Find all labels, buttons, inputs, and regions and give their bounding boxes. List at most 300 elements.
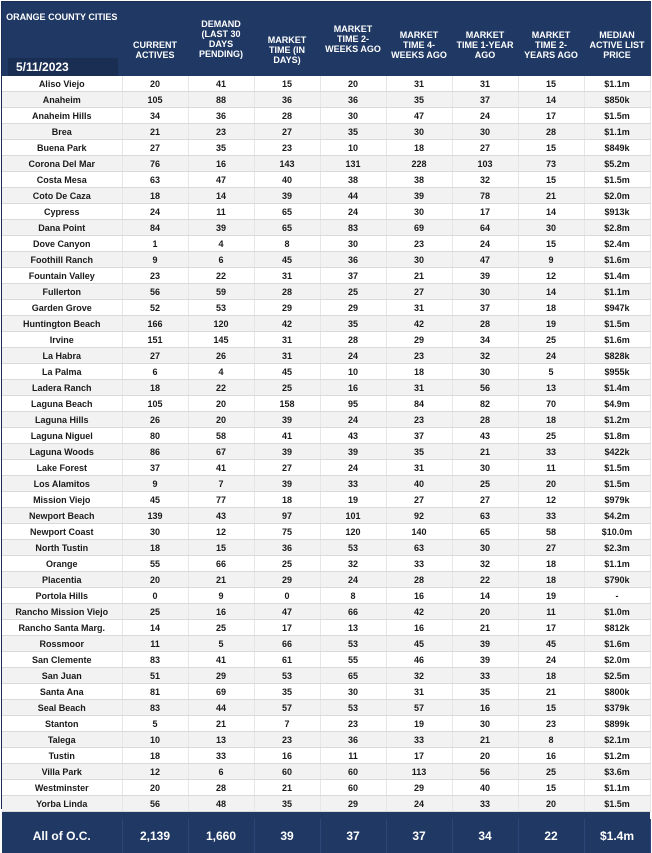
city-name: Newport Beach (2, 508, 122, 524)
table-cell: 33 (188, 748, 254, 764)
table-cell: 23 (386, 236, 452, 252)
table-cell: 35 (452, 684, 518, 700)
table-cell: 9 (122, 252, 188, 268)
table-cell: 25 (518, 764, 584, 780)
table-cell: 24 (320, 460, 386, 476)
table-cell: 46 (386, 652, 452, 668)
table-cell: 83 (320, 220, 386, 236)
table-cell: 42 (254, 316, 320, 332)
city-name: Brea (2, 124, 122, 140)
city-name: Rancho Mission Viejo (2, 604, 122, 620)
table-cell: 24 (452, 108, 518, 124)
table-cell: 22 (188, 380, 254, 396)
table-cell: 29 (386, 332, 452, 348)
table-cell: $1.0m (584, 604, 650, 620)
total-cell: 37 (320, 819, 386, 853)
table-cell: 41 (254, 428, 320, 444)
table-cell: 14 (452, 588, 518, 604)
table-cell: 13 (188, 732, 254, 748)
table-cell: 18 (122, 188, 188, 204)
city-name: Anaheim (2, 92, 122, 108)
table-cell: 69 (386, 220, 452, 236)
table-cell: 17 (452, 204, 518, 220)
table-cell: 61 (254, 652, 320, 668)
header-market-time-1y: MARKET TIME 1-YEAR AGO (452, 2, 518, 76)
table-cell: 14 (518, 92, 584, 108)
table-cell: 20 (188, 396, 254, 412)
table-cell: 20 (188, 412, 254, 428)
city-name: Costa Mesa (2, 172, 122, 188)
table-cell: 32 (452, 172, 518, 188)
table-row (2, 124, 650, 140)
table-cell: 25 (518, 428, 584, 444)
city-name: Laguna Beach (2, 396, 122, 412)
table-cell: 143 (254, 156, 320, 172)
table-cell: 56 (122, 284, 188, 300)
table-row (2, 684, 650, 700)
table-cell: 41 (188, 76, 254, 92)
table-cell: 16 (452, 700, 518, 716)
table-cell: 25 (254, 556, 320, 572)
table-cell: 37 (452, 92, 518, 108)
city-name: Laguna Woods (2, 444, 122, 460)
table-cell: 7 (254, 716, 320, 732)
city-name: Coto De Caza (2, 188, 122, 204)
table-cell: 80 (122, 428, 188, 444)
table-cell: 20 (518, 476, 584, 492)
table-cell: 18 (122, 540, 188, 556)
table-cell: 16 (386, 588, 452, 604)
table-cell: 145 (188, 332, 254, 348)
table-cell: 26 (188, 348, 254, 364)
table-cell: 27 (254, 460, 320, 476)
table-cell: 63 (122, 172, 188, 188)
table-cell: 65 (320, 668, 386, 684)
table-cell: 18 (122, 380, 188, 396)
table-cell: 105 (122, 396, 188, 412)
table-cell: 9 (518, 252, 584, 268)
table-cell: 52 (122, 300, 188, 316)
table-cell: 30 (386, 124, 452, 140)
table-cell: 21 (452, 444, 518, 460)
table-cell: - (584, 588, 650, 604)
table-cell: 228 (386, 156, 452, 172)
city-name: Irvine (2, 332, 122, 348)
table-cell: 47 (254, 604, 320, 620)
table-cell: 35 (386, 444, 452, 460)
table-cell: 24 (518, 652, 584, 668)
table-cell: 21 (188, 716, 254, 732)
table-cell: $1.1m (584, 76, 650, 92)
city-name: Newport Coast (2, 524, 122, 540)
table-cell: $1.5m (584, 476, 650, 492)
table-cell: $1.4m (584, 268, 650, 284)
city-name: Dove Canyon (2, 236, 122, 252)
table-cell: 33 (386, 556, 452, 572)
table-cell: 33 (518, 508, 584, 524)
table-cell: 23 (386, 412, 452, 428)
table-row (2, 252, 650, 268)
market-report-table-container (1, 1, 651, 843)
table-cell: 31 (452, 76, 518, 92)
total-cell: 37 (386, 819, 452, 853)
table-cell: 18 (518, 556, 584, 572)
table-cell: 27 (518, 540, 584, 556)
city-name: Dana Point (2, 220, 122, 236)
table-cell: $10.0m (584, 524, 650, 540)
table-row (2, 412, 650, 428)
table-cell: 17 (518, 620, 584, 636)
table-cell: 17 (386, 748, 452, 764)
table-cell: 29 (254, 300, 320, 316)
table-row (2, 700, 650, 716)
table-cell: 33 (518, 444, 584, 460)
table-cell: 7 (188, 476, 254, 492)
table-cell: 39 (188, 220, 254, 236)
header-median-price: MEDIAN ACTIVE LIST PRICE (584, 2, 650, 76)
table-cell: 11 (518, 460, 584, 476)
city-name: Orange (2, 556, 122, 572)
table-cell: 19 (320, 492, 386, 508)
table-cell: 44 (188, 700, 254, 716)
table-row (2, 588, 650, 604)
table-cell: 42 (386, 316, 452, 332)
table-cell: 47 (188, 172, 254, 188)
city-name: Portola Hills (2, 588, 122, 604)
table-cell: $379k (584, 700, 650, 716)
table-cell: 24 (518, 348, 584, 364)
total-cell: 39 (254, 819, 320, 853)
table-cell: 8 (518, 732, 584, 748)
table-cell: 25 (122, 604, 188, 620)
table-cell: 4 (188, 364, 254, 380)
table-row (2, 108, 650, 124)
table-cell: 31 (254, 268, 320, 284)
table-cell: 30 (122, 524, 188, 540)
table-cell: 32 (452, 348, 518, 364)
table-cell: $899k (584, 716, 650, 732)
table-cell: 16 (254, 748, 320, 764)
header-cities-label: ORANGE COUNTY CITIES (6, 12, 118, 22)
table-cell: 18 (518, 300, 584, 316)
table-cell: 4 (188, 236, 254, 252)
table-row (2, 732, 650, 748)
table-cell: 29 (386, 780, 452, 796)
table-cell: 58 (188, 428, 254, 444)
table-cell: 36 (254, 540, 320, 556)
table-cell: 19 (386, 716, 452, 732)
table-cell: 15 (518, 700, 584, 716)
city-name: Rossmoor (2, 636, 122, 652)
table-row (2, 396, 650, 412)
table-cell: 15 (518, 140, 584, 156)
table-cell: 37 (122, 460, 188, 476)
table-cell: 18 (254, 492, 320, 508)
table-row (2, 140, 650, 156)
table-cell: 151 (122, 332, 188, 348)
table-cell: 14 (518, 204, 584, 220)
table-cell: 27 (254, 124, 320, 140)
city-name: Ladera Ranch (2, 380, 122, 396)
table-cell: 18 (386, 364, 452, 380)
table-cell: $1.2m (584, 748, 650, 764)
table-cell: 56 (452, 380, 518, 396)
table-cell: 57 (386, 700, 452, 716)
table-cell: 24 (320, 412, 386, 428)
table-cell: 32 (320, 556, 386, 572)
table-cell: 28 (518, 124, 584, 140)
table-cell: 53 (320, 540, 386, 556)
table-cell: 39 (254, 412, 320, 428)
city-name: Aliso Viejo (2, 76, 122, 92)
table-cell: 113 (386, 764, 452, 780)
city-name: San Clemente (2, 652, 122, 668)
table-cell: $1.1m (584, 780, 650, 796)
city-name: La Palma (2, 364, 122, 380)
table-cell: 15 (518, 780, 584, 796)
table-cell: 33 (452, 668, 518, 684)
table-cell: 40 (386, 476, 452, 492)
table-cell: 83 (122, 652, 188, 668)
table-cell: 37 (320, 268, 386, 284)
table-cell: 12 (122, 764, 188, 780)
table-cell: 18 (518, 412, 584, 428)
table-row (2, 92, 650, 108)
table-cell: 25 (188, 620, 254, 636)
table-cell: 8 (320, 588, 386, 604)
table-cell: 14 (188, 188, 254, 204)
table-cell: 17 (254, 620, 320, 636)
city-name: Anaheim Hills (2, 108, 122, 124)
table-cell: 82 (452, 396, 518, 412)
table-cell: 30 (320, 108, 386, 124)
table-cell: 14 (518, 284, 584, 300)
table-cell: 73 (518, 156, 584, 172)
table-cell: 35 (320, 124, 386, 140)
city-name: Yorba Linda (2, 796, 122, 812)
table-cell: 23 (254, 140, 320, 156)
table-cell: 39 (254, 476, 320, 492)
table-cell: 31 (386, 380, 452, 396)
table-cell: $5.2m (584, 156, 650, 172)
table-cell: 33 (452, 796, 518, 812)
table-cell: 60 (254, 764, 320, 780)
table-row (2, 604, 650, 620)
table-cell: 28 (254, 108, 320, 124)
table-cell: 27 (452, 492, 518, 508)
table-cell: 43 (452, 428, 518, 444)
table-row (2, 492, 650, 508)
table-row (2, 444, 650, 460)
table-cell: $955k (584, 364, 650, 380)
table-cell: 5 (518, 364, 584, 380)
table-cell: 5 (122, 716, 188, 732)
table-cell: 9 (122, 476, 188, 492)
table-cell: 27 (122, 140, 188, 156)
city-name: Talega (2, 732, 122, 748)
table-cell: $2.8m (584, 220, 650, 236)
table-cell: $4.2m (584, 508, 650, 524)
table-cell: 23 (122, 268, 188, 284)
table-cell: 75 (254, 524, 320, 540)
table-body (2, 76, 650, 812)
header-row (2, 2, 650, 76)
table-cell: 10 (320, 140, 386, 156)
table-cell: 6 (188, 764, 254, 780)
table-cell: 60 (320, 764, 386, 780)
table-cell: 69 (188, 684, 254, 700)
table-cell: 81 (122, 684, 188, 700)
table-cell: $4.9m (584, 396, 650, 412)
table-cell: 24 (320, 572, 386, 588)
table-cell: 35 (254, 684, 320, 700)
table-cell: 21 (254, 780, 320, 796)
table-cell: 35 (320, 316, 386, 332)
table-cell: 18 (518, 668, 584, 684)
table-cell: 21 (188, 572, 254, 588)
table-cell: 45 (122, 492, 188, 508)
table-cell: $1.5m (584, 796, 650, 812)
city-name: San Juan (2, 668, 122, 684)
table-cell: 47 (386, 108, 452, 124)
table-cell: 105 (122, 92, 188, 108)
table-cell: $1.4m (584, 380, 650, 396)
table-cell: $790k (584, 572, 650, 588)
table-cell: 12 (518, 268, 584, 284)
city-name: Foothill Ranch (2, 252, 122, 268)
table-cell: $1.6m (584, 252, 650, 268)
table-cell: 40 (452, 780, 518, 796)
table-cell: 84 (122, 220, 188, 236)
table-cell: 28 (386, 572, 452, 588)
city-name: Stanton (2, 716, 122, 732)
table-cell: $850k (584, 92, 650, 108)
table-cell: 34 (452, 332, 518, 348)
city-name: Tustin (2, 748, 122, 764)
table-cell: 31 (254, 348, 320, 364)
table-cell: 60 (320, 780, 386, 796)
table-cell: 34 (122, 108, 188, 124)
total-cell: 2,139 (122, 819, 188, 853)
table-cell: 21 (452, 732, 518, 748)
table-cell: 38 (320, 172, 386, 188)
table-cell: 66 (254, 636, 320, 652)
table-cell: 31 (386, 460, 452, 476)
table-cell: 24 (320, 348, 386, 364)
table-cell: 31 (386, 684, 452, 700)
table-cell: 28 (188, 780, 254, 796)
table-cell: 63 (452, 508, 518, 524)
city-name: Westminster (2, 780, 122, 796)
city-name: Buena Park (2, 140, 122, 156)
city-name: Laguna Niguel (2, 428, 122, 444)
table-cell: $2.0m (584, 188, 650, 204)
table-cell: 65 (452, 524, 518, 540)
table-cell: 139 (122, 508, 188, 524)
table-cell: 21 (518, 684, 584, 700)
city-name: Santa Ana (2, 684, 122, 700)
table-cell: 55 (122, 556, 188, 572)
table-cell: 47 (452, 252, 518, 268)
table-cell: 43 (188, 508, 254, 524)
table-cell: 27 (452, 140, 518, 156)
table-row (2, 796, 650, 812)
table-row (2, 172, 650, 188)
table-cell: 24 (122, 204, 188, 220)
table-cell: 16 (518, 748, 584, 764)
table-cell: 16 (320, 380, 386, 396)
table-cell: 39 (452, 636, 518, 652)
table-cell: 27 (386, 284, 452, 300)
table-cell: 13 (518, 380, 584, 396)
table-cell: $913k (584, 204, 650, 220)
table-cell: 33 (320, 476, 386, 492)
table-cell: 15 (518, 76, 584, 92)
total-cell: 34 (452, 819, 518, 853)
table-cell: $1.2m (584, 412, 650, 428)
footer-divider (2, 812, 650, 820)
table-cell: 67 (188, 444, 254, 460)
table-row (2, 476, 650, 492)
table-cell: 20 (452, 748, 518, 764)
table-cell: 45 (386, 636, 452, 652)
table-cell: $800k (584, 684, 650, 700)
table-cell: 30 (320, 684, 386, 700)
city-name: North Tustin (2, 540, 122, 556)
table-cell: 6 (122, 364, 188, 380)
table-cell: 57 (254, 700, 320, 716)
table-cell: 65 (254, 204, 320, 220)
table-cell: $1.6m (584, 636, 650, 652)
table-cell: 39 (452, 268, 518, 284)
report-date: 5/11/2023 (8, 58, 118, 76)
table-cell: 5 (188, 636, 254, 652)
table-cell: 158 (254, 396, 320, 412)
table-row (2, 556, 650, 572)
table-cell: 140 (386, 524, 452, 540)
header-market-time-2w: MARKET TIME 2-WEEKS AGO (320, 2, 386, 76)
table-cell: 23 (254, 732, 320, 748)
table-cell: 23 (518, 716, 584, 732)
table-cell: $1.1m (584, 124, 650, 140)
table-row (2, 316, 650, 332)
table-row (2, 300, 650, 316)
city-name: Rancho Santa Marg. (2, 620, 122, 636)
table-cell: 51 (122, 668, 188, 684)
table-cell: $1.5m (584, 108, 650, 124)
table-cell: 12 (518, 492, 584, 508)
city-name: Fountain Valley (2, 268, 122, 284)
table-row (2, 188, 650, 204)
table-cell: 16 (386, 620, 452, 636)
city-name: Los Alamitos (2, 476, 122, 492)
table-cell: 53 (254, 668, 320, 684)
table-cell: $2.3m (584, 540, 650, 556)
table-cell: 86 (122, 444, 188, 460)
table-cell: 84 (386, 396, 452, 412)
table-row (2, 620, 650, 636)
table-cell: 20 (320, 76, 386, 92)
table-cell: 30 (386, 252, 452, 268)
table-cell: 10 (320, 364, 386, 380)
table-cell: 29 (188, 668, 254, 684)
table-cell: $2.4m (584, 236, 650, 252)
table-cell: 42 (386, 604, 452, 620)
table-cell: 41 (188, 460, 254, 476)
city-name: La Habra (2, 348, 122, 364)
table-cell: 18 (122, 748, 188, 764)
total-label: All of O.C. (2, 819, 122, 853)
